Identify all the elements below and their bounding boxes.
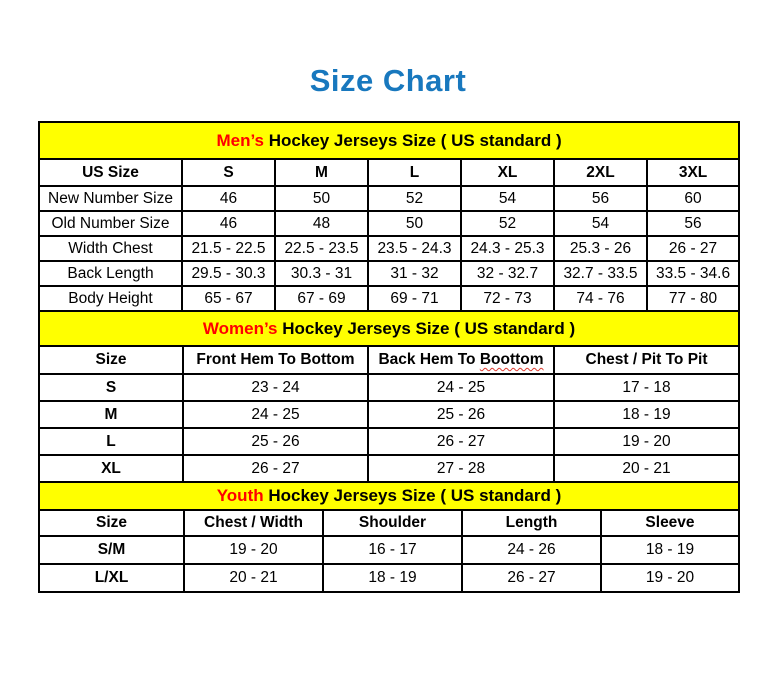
table-cell: 56 — [554, 186, 647, 211]
table-row — [39, 536, 739, 564]
column-header-cell: XL — [461, 159, 554, 186]
table-cell: 32.7 - 33.5 — [554, 261, 647, 286]
table-row — [39, 286, 739, 311]
table-cell: 46 — [182, 211, 275, 236]
mens-section-band-row — [39, 122, 739, 159]
column-header-cell: 2XL — [554, 159, 647, 186]
table-cell: 33.5 - 34.6 — [647, 261, 739, 286]
row-label-cell: S/M — [39, 536, 184, 564]
column-header-cell: Size — [39, 346, 183, 374]
table-cell: 26 - 27 — [462, 564, 601, 592]
row-label-cell: S — [39, 374, 183, 401]
row-label-cell: New Number Size — [39, 186, 182, 211]
table-cell: 16 - 17 — [323, 536, 462, 564]
column-header-cell: US Size — [39, 159, 182, 186]
table-cell: 52 — [368, 186, 461, 211]
column-header-cell: S — [182, 159, 275, 186]
row-label-cell: L — [39, 428, 183, 455]
table-cell: 50 — [275, 186, 368, 211]
womens-section-header — [39, 311, 739, 346]
mens-column-header-row — [39, 159, 739, 186]
womens-column-header-row — [39, 346, 739, 374]
size-tables-container — [38, 121, 738, 593]
table-row — [39, 261, 739, 286]
table-cell: 19 - 20 — [554, 428, 739, 455]
youth-section-header — [39, 482, 739, 510]
table-cell: 48 — [275, 211, 368, 236]
table-cell: 25 - 26 — [183, 428, 368, 455]
table-cell: 23.5 - 24.3 — [368, 236, 461, 261]
table-cell: 19 - 20 — [184, 536, 323, 564]
row-label-cell: Old Number Size — [39, 211, 182, 236]
section-header-rest: Hockey Jerseys Size ( US standard ) — [277, 318, 576, 338]
column-header-cell: Shoulder — [323, 510, 462, 536]
row-label-cell: L/XL — [39, 564, 184, 592]
table-cell: 54 — [461, 186, 554, 211]
column-header-cell: L — [368, 159, 461, 186]
table-cell: 21.5 - 22.5 — [182, 236, 275, 261]
column-header-cell: 3XL — [647, 159, 739, 186]
column-header-cell: Chest / Width — [184, 510, 323, 536]
youth-section-band-row — [39, 482, 739, 510]
youth-column-header-row — [39, 510, 739, 536]
page-title: Size Chart — [309, 63, 467, 98]
column-header-cell: Chest / Pit To Pit — [554, 346, 739, 374]
row-label-cell: M — [39, 401, 183, 428]
table-row — [39, 186, 739, 211]
table-cell: 23 - 24 — [183, 374, 368, 401]
section-header-highlight: Men’s — [216, 130, 264, 150]
table-cell: 72 - 73 — [461, 286, 554, 311]
table-cell: 60 — [647, 186, 739, 211]
column-header-cell: Back Hem To Boottom — [368, 346, 554, 374]
column-header-cell: M — [275, 159, 368, 186]
table-row — [39, 401, 739, 428]
table-cell: 24 - 26 — [462, 536, 601, 564]
table-cell: 56 — [647, 211, 739, 236]
table-row — [39, 211, 739, 236]
section-header-highlight: Women’s — [202, 318, 278, 338]
column-header-cell: Sleeve — [601, 510, 739, 536]
table-cell: 20 - 21 — [554, 455, 739, 482]
table-cell: 29.5 - 30.3 — [182, 261, 275, 286]
table-cell: 52 — [461, 211, 554, 236]
table-cell: 25 - 26 — [368, 401, 554, 428]
table-cell: 19 - 20 — [601, 564, 739, 592]
column-header-cell: Size — [39, 510, 184, 536]
row-label-cell: Body Height — [39, 286, 182, 311]
table-cell: 65 - 67 — [182, 286, 275, 311]
table-cell: 20 - 21 — [184, 564, 323, 592]
table-cell: 32 - 32.7 — [461, 261, 554, 286]
table-row — [39, 455, 739, 482]
table-cell: 18 - 19 — [601, 536, 739, 564]
table-cell: 24 - 25 — [368, 374, 554, 401]
column-header-cell: Front Hem To Bottom — [183, 346, 368, 374]
table-cell: 26 - 27 — [368, 428, 554, 455]
table-cell: 67 - 69 — [275, 286, 368, 311]
mens-section-header — [39, 122, 739, 159]
womens-section-band-row — [39, 311, 739, 346]
row-label-cell: Width Chest — [39, 236, 182, 261]
table-cell: 25.3 - 26 — [554, 236, 647, 261]
table-cell: 77 - 80 — [647, 286, 739, 311]
table-row — [39, 236, 739, 261]
table-cell: 50 — [368, 211, 461, 236]
table-row — [39, 374, 739, 401]
section-header-rest: Hockey Jerseys Size ( US standard ) — [264, 130, 562, 150]
womens-size-table — [38, 310, 740, 483]
table-cell: 24.3 - 25.3 — [461, 236, 554, 261]
column-header-cell: Length — [462, 510, 601, 536]
youth-size-table — [38, 481, 740, 593]
row-label-cell: XL — [39, 455, 183, 482]
table-cell: 24 - 25 — [183, 401, 368, 428]
table-cell: 26 - 27 — [183, 455, 368, 482]
table-cell: 22.5 - 23.5 — [275, 236, 368, 261]
table-cell: 30.3 - 31 — [275, 261, 368, 286]
misspelled-word: Boottom — [479, 351, 544, 368]
table-cell: 74 - 76 — [554, 286, 647, 311]
table-cell: 27 - 28 — [368, 455, 554, 482]
table-cell: 18 - 19 — [554, 401, 739, 428]
table-cell: 17 - 18 — [554, 374, 739, 401]
table-cell: 54 — [554, 211, 647, 236]
table-row — [39, 564, 739, 592]
mens-size-table — [38, 121, 740, 312]
section-header-highlight: Youth — [216, 486, 264, 505]
row-label-cell: Back Length — [39, 261, 182, 286]
table-cell: 18 - 19 — [323, 564, 462, 592]
table-cell: 46 — [182, 186, 275, 211]
table-cell: 26 - 27 — [647, 236, 739, 261]
table-row — [39, 428, 739, 455]
table-cell: 69 - 71 — [368, 286, 461, 311]
table-cell: 31 - 32 — [368, 261, 461, 286]
section-header-rest: Hockey Jerseys Size ( US standard ) — [263, 486, 562, 505]
